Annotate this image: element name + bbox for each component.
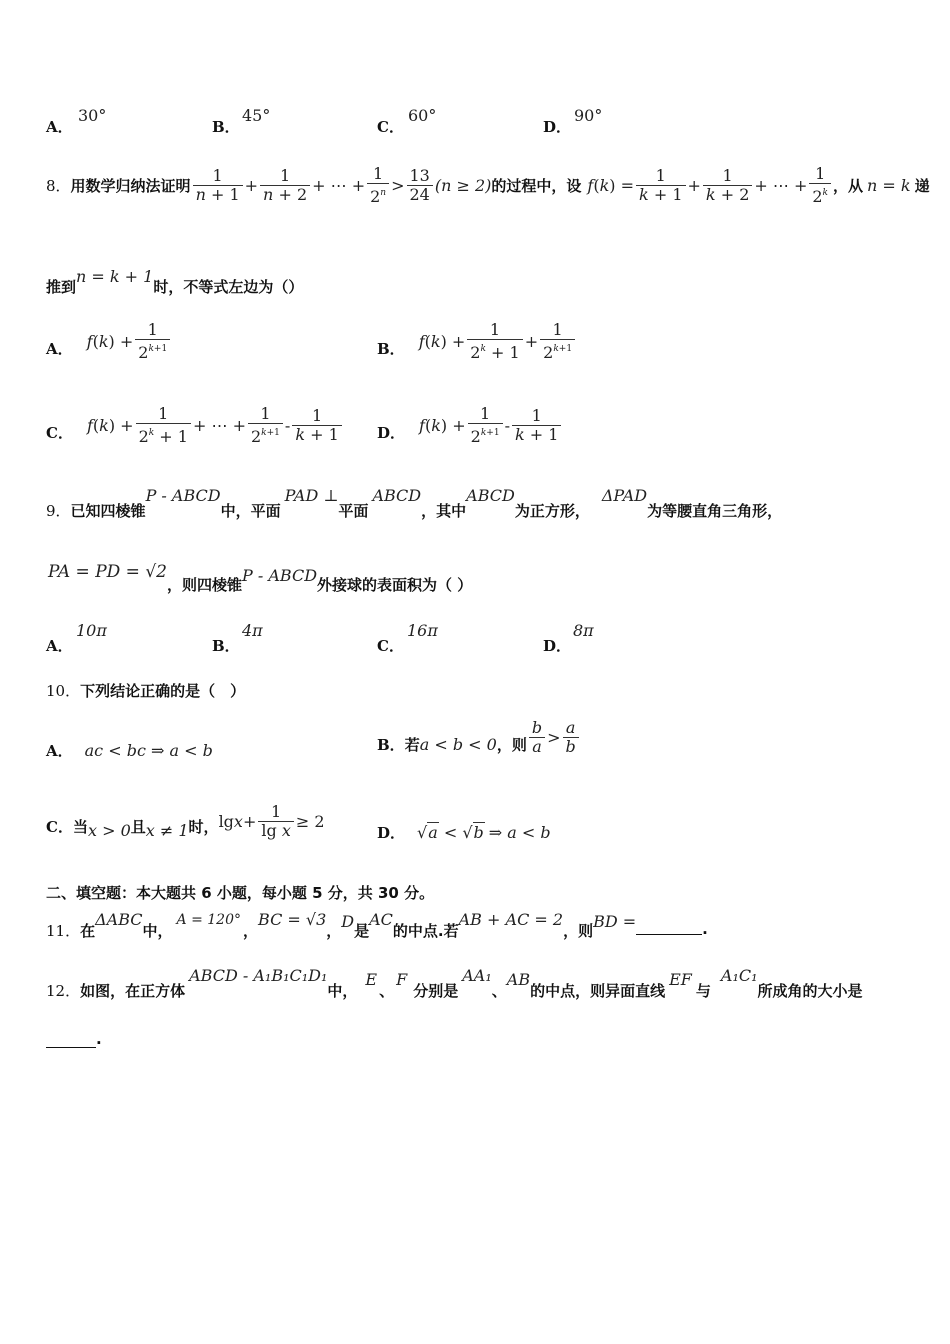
q8-text-f: 时，不等式左边为（） xyxy=(153,278,304,296)
q9-text-d: ，其中 xyxy=(421,502,467,520)
q10-stem-line xyxy=(46,680,245,701)
q11-angle: A = 120° xyxy=(176,912,241,928)
q9-text-f: 为等腰直角三角形， xyxy=(647,502,783,520)
q8-text-e: 推到 xyxy=(46,278,77,296)
q10-option-a-expr: ac < bc ⇒ a < b xyxy=(84,741,213,760)
q11-bd: BD = xyxy=(593,912,637,931)
q9-line1 xyxy=(46,486,782,521)
q11-line xyxy=(46,910,708,941)
q8-option-b-expr: f ( k ) + $\frac{1}{2^k + 1}$ + $\frac{1}{2^{k+1}}$ xyxy=(419,321,577,362)
q8-line1 xyxy=(46,160,930,210)
q8-option-d-label: D． xyxy=(377,423,406,442)
q9-text-h: 外接球的表面积为（ ） xyxy=(317,576,473,594)
q8-number: 8． xyxy=(46,176,71,195)
q10-option-c-and: 且 xyxy=(130,817,146,836)
q10-stem: 下列结论正确的是（ ） xyxy=(80,682,246,700)
q12-answer-blank[interactable] xyxy=(46,1033,96,1048)
q8-condition: (n ≥ 2) xyxy=(434,175,492,195)
q8-inequality: $\frac{1}{n + 1}$ + $\frac{1}{n + 2}$ + ⋯ + $\frac{1}{2^n}$ > $\frac{13}{24}$ xyxy=(191,165,435,206)
q8-option-b xyxy=(377,318,577,364)
q12-tail: . xyxy=(96,1030,102,1048)
q10-option-b-expr: $\frac{b}{a}$ > $\frac{a}{b}$ xyxy=(527,719,581,756)
q8-text-c: ，从 xyxy=(833,176,864,195)
q9-equation: PA = PD = √2 xyxy=(48,562,167,582)
q10-option-d-label: D． xyxy=(377,824,406,842)
q9-text-e: 为正方形， xyxy=(514,502,590,520)
q7-option-b-value: 45° xyxy=(242,106,271,125)
q9-option-b-label: B． xyxy=(212,637,240,655)
q11-text-e: ，则 xyxy=(563,922,594,940)
q11-comma-2: ， xyxy=(326,922,342,940)
q12-text-a: 如图，在正方体 xyxy=(80,982,186,1000)
q8-option-c-label: C． xyxy=(46,423,73,442)
q8-text-b: 的过程中，设 xyxy=(491,176,582,195)
q7-option-c-label: C． xyxy=(377,118,404,136)
q9-option-c-label: C． xyxy=(377,637,404,655)
q10-option-b-pre: 若 xyxy=(404,735,420,754)
q11-text-d: 的中点.若 xyxy=(392,922,459,940)
q12-ef: EF xyxy=(669,970,692,989)
q10-option-b-cond: a < b < 0 xyxy=(419,734,497,754)
q10-number: 10． xyxy=(46,682,81,700)
q10-option-c-pre: 当 xyxy=(72,817,88,836)
q8-option-a-expr: f ( k ) + $\frac{1}{2^{k+1}}$ xyxy=(87,321,173,362)
q12-text-e: 与 xyxy=(695,982,711,1000)
q8-option-b-label: B． xyxy=(377,339,405,358)
q10-option-c-label: C． xyxy=(46,817,73,836)
q12-cube: ABCD - A₁B₁C₁D₁ xyxy=(189,966,328,985)
q11-d: D xyxy=(341,912,355,931)
q10-option-c-expr: lg x + $\frac{1}{\text{lg x}}$ ≥ 2 xyxy=(218,801,325,840)
q8-function-def: f ( k ) = $\frac{1}{k + 1}$ + $\frac{1}{k + 2}$ + ⋯ + $\frac{1}{2^k}$ xyxy=(587,165,833,206)
q9-text-b: 中，平面 xyxy=(220,502,281,520)
q7-option-d-value: 90° xyxy=(574,106,603,125)
q8-text-d: 递 xyxy=(914,176,930,195)
q9-base: ABCD xyxy=(372,486,422,505)
q7-option-a-label: A． xyxy=(46,118,73,136)
q9-text-c: 平面 xyxy=(338,502,369,520)
q10-option-d xyxy=(377,822,551,843)
q7-option-d-label: D． xyxy=(543,118,572,136)
q12-text-f: 所成角的大小是 xyxy=(757,982,863,1000)
q11-number: 11． xyxy=(46,922,81,940)
q9-text-g: ，则四棱锥 xyxy=(166,576,242,594)
q8-line2 xyxy=(46,262,303,297)
q9-square: ABCD xyxy=(466,486,515,505)
q12-text-c: 分别是 xyxy=(413,982,459,1000)
q9-option-b-value: 4π xyxy=(242,621,263,640)
q10-option-c xyxy=(46,796,325,846)
q9-option-a-value: 10π xyxy=(76,621,107,640)
q7-option-b-label: B． xyxy=(212,118,240,136)
q9-option-d-value: 8π xyxy=(573,621,594,640)
q11-sum: AB + AC = 2 xyxy=(458,910,564,929)
q8-option-d xyxy=(377,402,563,448)
q11-bc: BC = √3 xyxy=(258,910,327,929)
q7-option-a-value: 30° xyxy=(78,106,107,125)
q12-ab: AB xyxy=(506,970,531,989)
q7-option-c-value: 60° xyxy=(408,106,437,125)
q10-option-d-expr: √a < √b xyxy=(417,823,484,842)
q9-option-d-label: D． xyxy=(543,637,572,655)
q12-f: F xyxy=(396,970,408,989)
q9-text-a: 已知四棱锥 xyxy=(70,502,146,520)
q11-text-b: 中， xyxy=(142,922,173,940)
q9-triangle: ΔPAD xyxy=(601,486,648,505)
q9-option-a-label: A． xyxy=(46,637,73,655)
q11-tail: . xyxy=(702,920,708,938)
q11-text-c: 是 xyxy=(354,922,370,940)
q12-sep: 、 xyxy=(379,982,395,1000)
q10-option-b xyxy=(377,712,581,762)
q10-option-a-label: A． xyxy=(46,742,73,760)
section-2-title: 二、填空题：本大题共 6 小题，每小题 5 分，共 30 分。 xyxy=(46,884,435,902)
q10-option-c-cond1: x > 0 xyxy=(87,820,131,840)
q11-text-a: 在 xyxy=(80,922,96,940)
q8-option-a xyxy=(46,318,172,364)
q11-ac: AC xyxy=(369,910,393,929)
q11-triangle: ΔABC xyxy=(95,910,143,929)
q10-option-d-tail: ⇒ a < b xyxy=(488,823,551,842)
q12-e: E xyxy=(365,970,378,989)
q11-comma-1: ， xyxy=(243,922,259,940)
q11-answer-blank[interactable] xyxy=(636,920,702,935)
q8-option-d-expr: f ( k ) + $\frac{1}{2^{k+1}}$ - $\frac{1}{k + 1}$ xyxy=(419,405,563,446)
q9-line2 xyxy=(48,562,472,595)
q10-option-c-post: 时， xyxy=(188,817,219,836)
q9-plane: PAD ⊥ xyxy=(284,486,339,505)
q8-text-a: 用数学归纳法证明 xyxy=(70,176,191,195)
q10-option-b-mid: ，则 xyxy=(496,735,527,754)
q12-text-b: 中， xyxy=(327,982,358,1000)
q12-a1c1: A₁C₁ xyxy=(720,966,758,985)
q9-number: 9． xyxy=(46,502,71,520)
q8-option-a-label: A． xyxy=(46,339,73,358)
q10-option-c-cond2: x ≠ 1 xyxy=(145,820,189,840)
q8-to: n = k + 1 xyxy=(76,267,154,286)
q9-option-c-value: 16π xyxy=(407,621,438,640)
q8-option-c xyxy=(46,402,344,448)
q12-sep-2: 、 xyxy=(491,982,507,1000)
q12-number: 12． xyxy=(46,982,81,1000)
q12-aa1: AA₁ xyxy=(462,966,492,985)
q10-option-b-label: B． xyxy=(377,735,405,754)
q10-option-a xyxy=(46,740,213,761)
q12-text-d: 的中点，则异面直线 xyxy=(530,982,666,1000)
q9-pyramid-2: P - ABCD xyxy=(242,566,318,585)
q12-line2 xyxy=(46,1030,102,1048)
q8-from: n = k xyxy=(867,175,911,195)
q8-option-c-expr: f ( k ) + $\frac{1}{2^k + 1}$ + ⋯ + $\frac{1}{2^{k+1}}$ - $\frac{1}{k + 1}$ xyxy=(87,405,344,446)
q12-line1 xyxy=(46,966,863,1001)
q9-pyramid: P - ABCD xyxy=(145,486,221,505)
